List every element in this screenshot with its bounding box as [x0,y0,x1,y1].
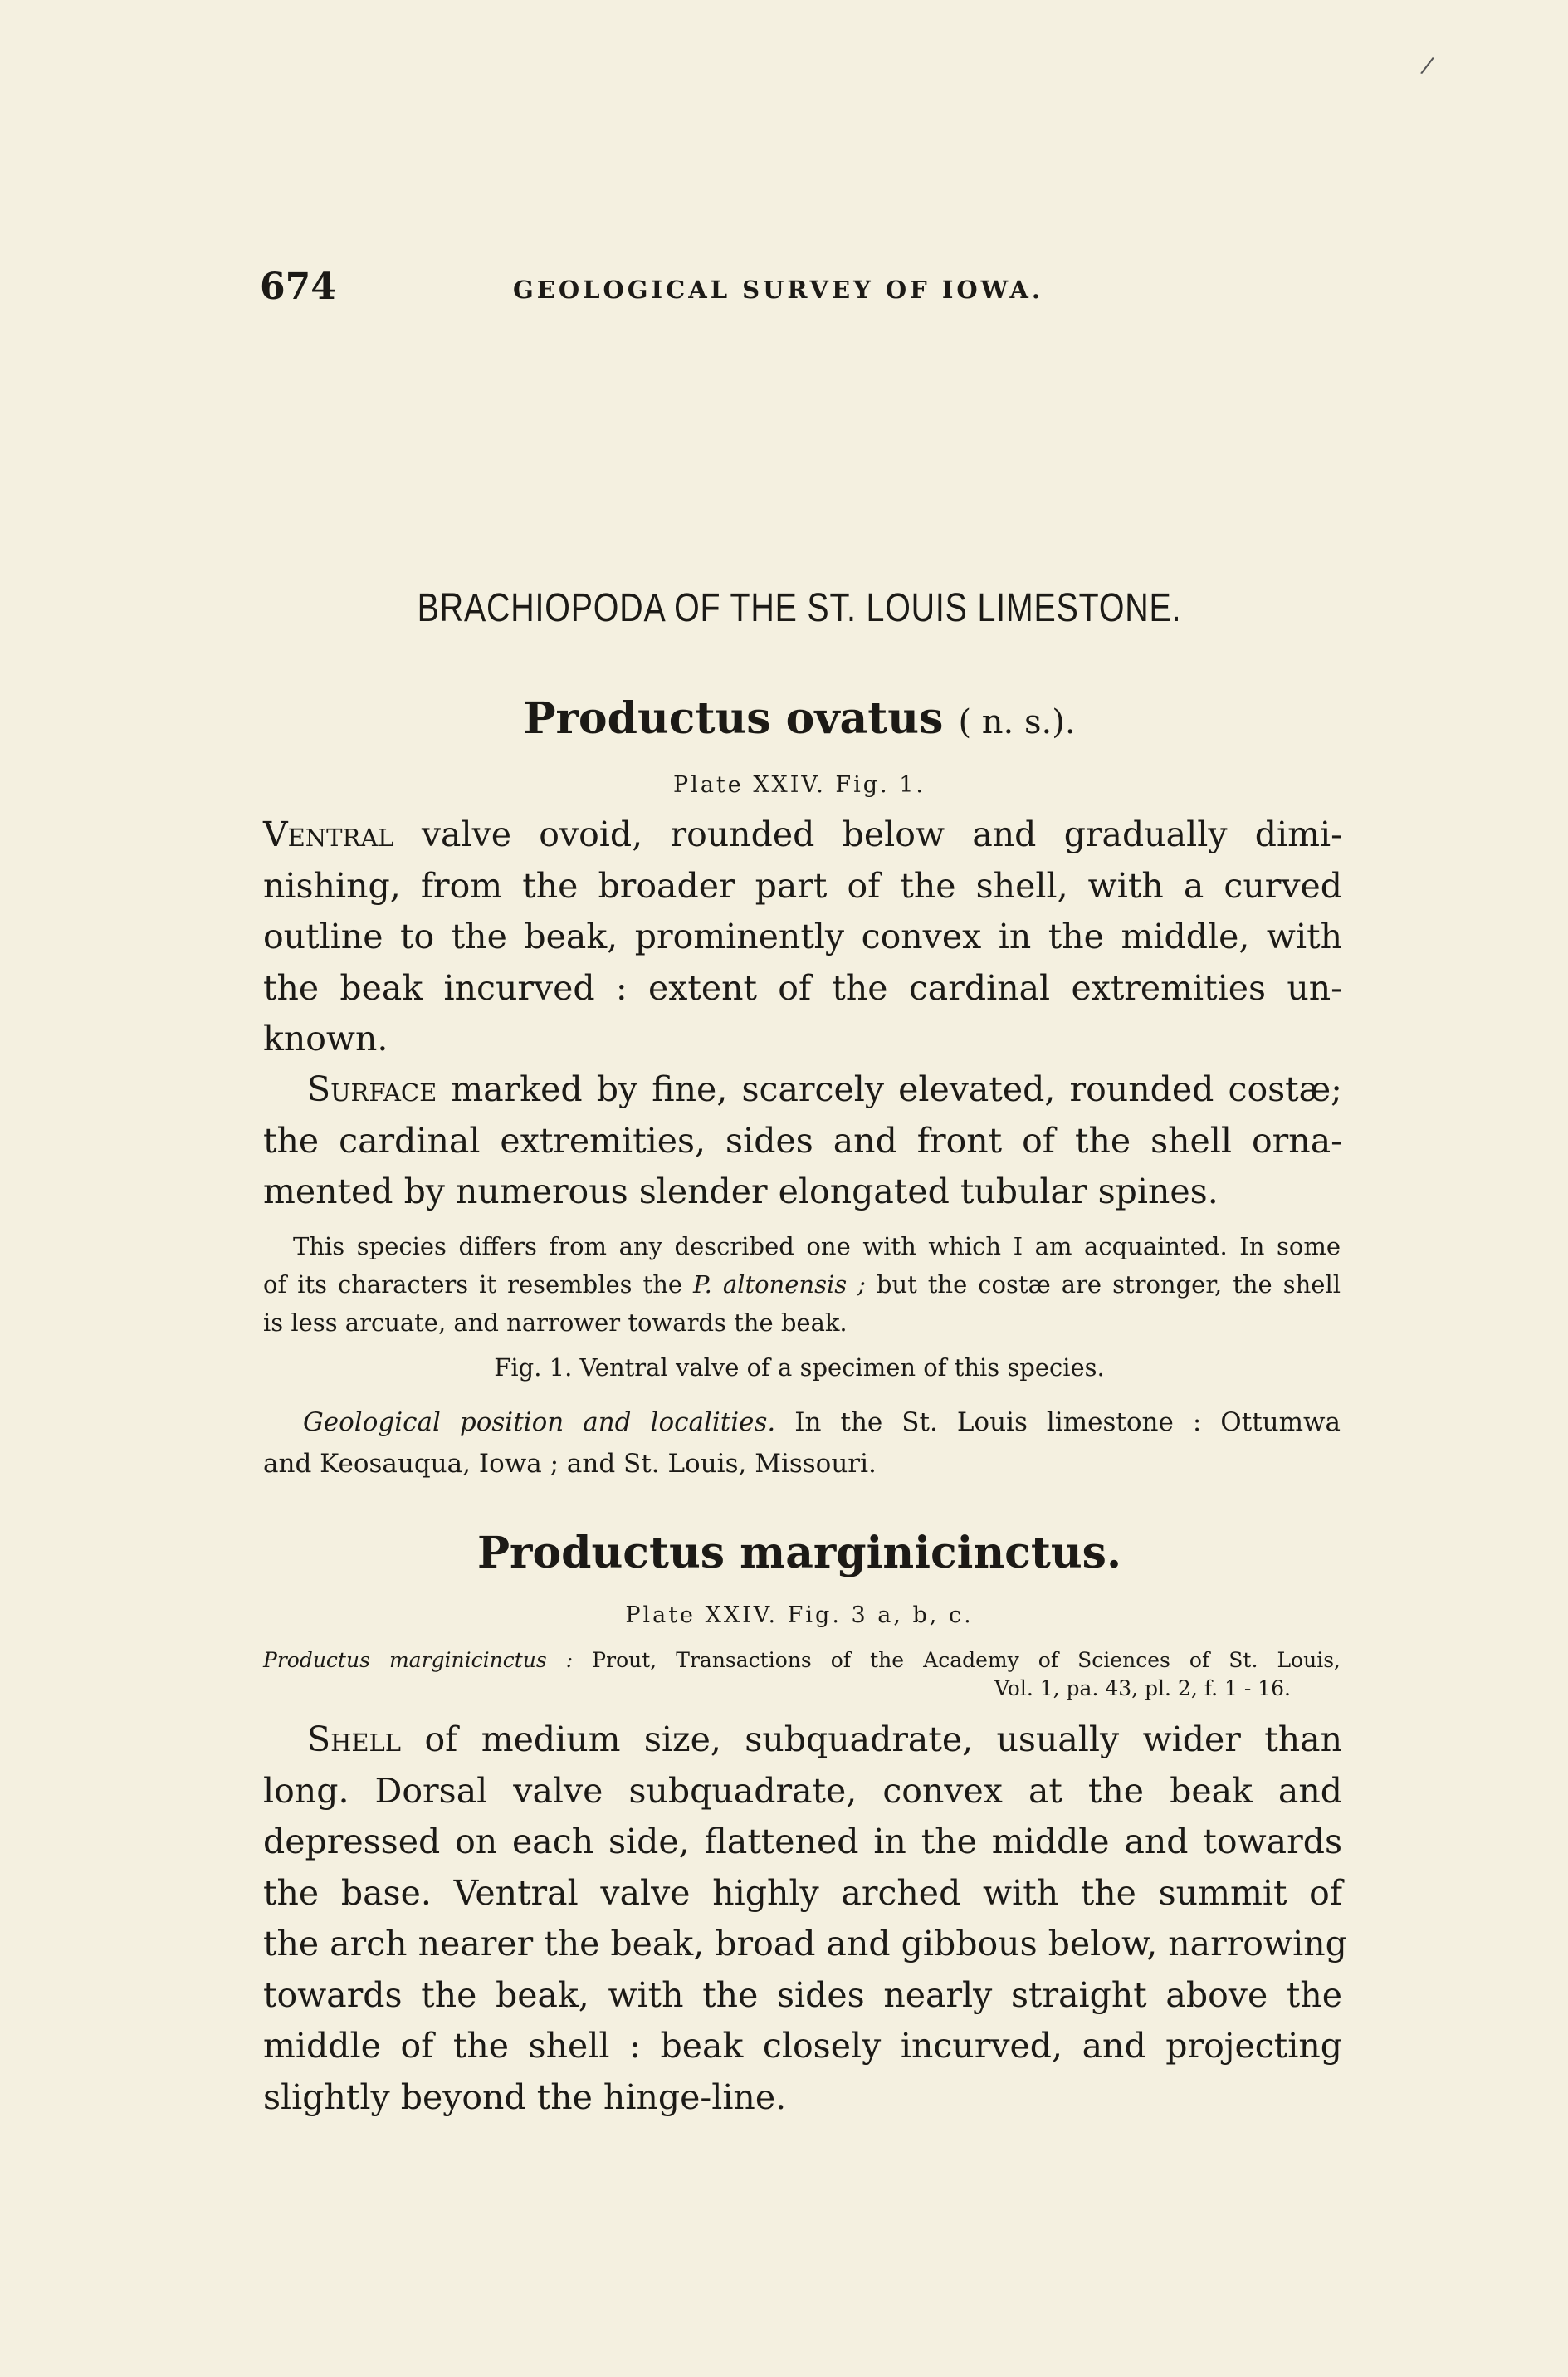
text-line: the arch nearer the beak, broad and gibbous below, narrowing [263,1924,1347,1964]
reference-species: Productus marginicinctus : [263,1648,574,1672]
text-line: the beak incurved : extent of the cardinal extremities un- [263,967,1342,1008]
page-number: 674 [260,266,336,308]
text-line: towards the beak, with the sides nearly straight above the [263,1974,1342,2015]
text-line: Vol. 1, pa. 43, pl. 2, f. 1 - 16. [994,1676,1291,1700]
text-line: nishing, from the broader part of the shell, with a curved [263,865,1342,906]
geological-position [263,1401,1341,1484]
text-line: Geological position and localities. In the St. Louis limestone : Ottumwa [303,1407,1341,1437]
position-label: Geological position and localities. [303,1407,776,1437]
text-line: of its characters it resembles the P. altonensis ; but the costæ are stronger, the shell [263,1270,1341,1299]
shell-description [263,1714,1347,2123]
paragraph-lead: Ventral [263,814,394,854]
species-name: Productus ovatus [523,693,944,744]
paragraph-lead: Surface [307,1069,437,1109]
text-line: middle of the shell : beak closely incurved, and projecting [263,2026,1342,2066]
section-title: BRACHIOPODA OF THE ST. LOUIS LIMESTONE. [417,586,1182,630]
text-line: This species differs from any described one with which I am acquainted. In some [293,1232,1341,1260]
running-title: GEOLOGICAL SURVEY OF IOWA. [513,276,1043,304]
text-line: the base. Ventral valve highly arched with the summit of [263,1872,1342,1913]
plate-reference: Plate XXIV. Fig. 3 a, b, c. [625,1602,974,1628]
species-heading-ovatus [260,693,1339,744]
text-line: and Keosauqua, Iowa ; and St. Louis, Missouri. [263,1449,877,1479]
species-heading-marginicinctus: Productus marginicinctus. [476,1528,1122,1578]
running-header [260,266,1339,315]
comparison-note [263,1227,1341,1342]
surface-description [263,1064,1342,1218]
figure-caption: Fig. 1. Ventral valve of a specimen of this species. [494,1353,1105,1382]
text-line: Productus marginicinctus : Prout, Transactions of the Academy of Sciences of St. Louis, [263,1648,1341,1672]
text-line: outline to the beak, prominently convex in the middle, with [263,917,1342,956]
text-line: known. [263,1019,388,1059]
ventral-description [263,809,1342,1065]
species-suffix: ( n. s.). [958,703,1076,741]
text-line: Shell of medium size, subquadrate, usually wider than [307,1719,1342,1759]
plate-reference: Plate XXIV. Fig. 1. [673,772,926,798]
species-reference: P. altonensis ; [693,1270,866,1299]
text-line: long. Dorsal valve subquadrate, convex at the beak and [263,1770,1342,1811]
text-line: the cardinal extremities, sides and front of the shell orna- [263,1120,1342,1161]
text-line: slightly beyond the hinge-line. [263,2076,787,2117]
text-line: is less arcuate, and narrower towards the beak. [263,1308,848,1337]
text-line: mented by numerous slender elongated tubular spines. [263,1171,1219,1211]
synonymy-reference [263,1646,1341,1703]
paragraph-lead: Shell [307,1719,402,1759]
text-line: depressed on each side, flattened in the middle and towards [263,1822,1342,1861]
text-line: Ventral valve ovoid, rounded below and gradually dimi- [263,814,1342,854]
text-line: Surface marked by fine, scarcely elevated, rounded costæ; [307,1069,1342,1109]
pencil-mark: ∕ [1419,51,1436,80]
